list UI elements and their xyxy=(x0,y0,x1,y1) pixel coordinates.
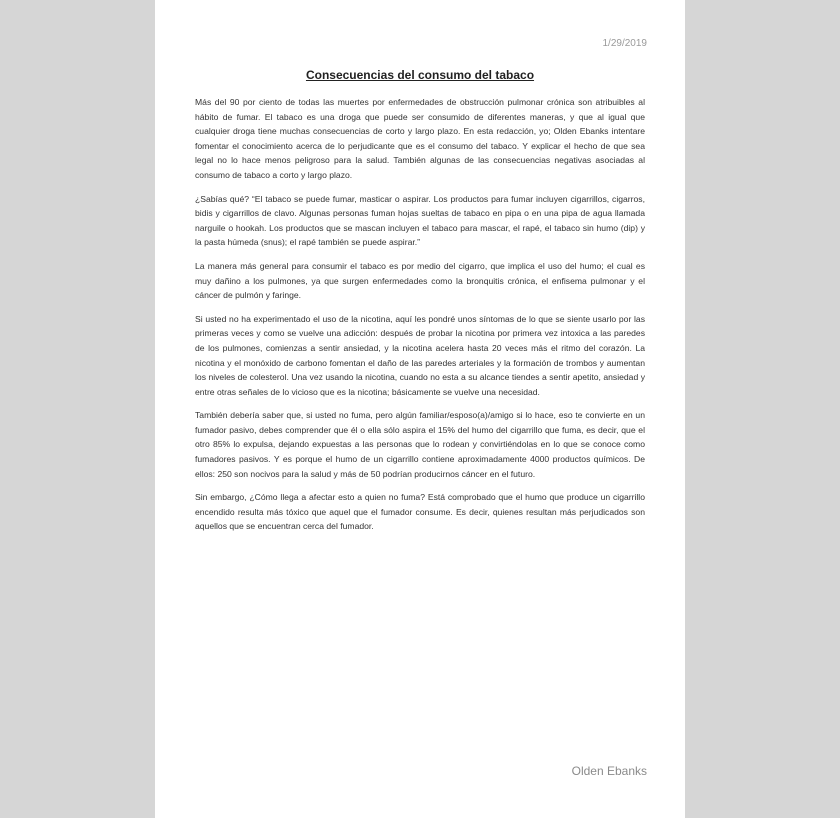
footer-author: Olden Ebanks xyxy=(571,764,647,778)
page-date: 1/29/2019 xyxy=(602,38,647,49)
document-page xyxy=(155,0,685,818)
paragraph-passive-smoker: También debería saber que, si usted no fuma, pero algún familiar/esposo(a)/amigo si lo hace, eso te convierte en un fumador pasivo, debes comprender que él o ella sólo aspira el 15% del humo del cigarrillo que fuma, es decir, que el otro 85% lo expulsa, dejando expuestas a las personas que lo rodean y convirtiéndolas en lo que se conoce como fumadores pasivos. Y es porque el humo de un cigarrillo contiene aproximadamente 4000 productos químicos. De ellos: 250 son nocivos para la salud y más de 50 podrían producirnos cáncer en el futuro. xyxy=(195,410,645,479)
paragraph-did-you-know: ¿Sabías qué? “El tabaco se puede fumar, masticar o aspirar. Los productos para fumar incluyen cigarrillos, cigarros, bidis y cigarrillos de clavo. Algunas personas fuman hojas sueltas de tabaco en pipa o en una pipa de agua llamada narguile o hookah. Los productos que se mascan incluyen el tabaco para mascar, el rapé, el tabaco sin humo (dip) y la pasta húmeda (snus); el rapé también se puede aspirar.” xyxy=(195,193,645,248)
paragraph-conclusion: Sin embargo, ¿Cómo llega a afectar esto a quien no fuma? Está comprobado que el humo que produce un cigarrillo encendido resulta más tóxico que aquel que el fumador consume. Es decir, quienes resultan más perjudicados son aquellos que se encuentran cerca del fumador. xyxy=(195,492,645,532)
paragraph-intro: Más del 90 por ciento de todas las muertes por enfermedades de obstrucción pulmonar crónica son atribuibles al hábito de fumar. El tabaco es una droga que puede ser consumido de diferentes maneras, y que al igual que cualquier droga tiene muchas consecuencias de corto y largo plazo. En esta redacción, yo; Olden Ebanks intentare fomentar el conocimiento acerca de lo perjudicante que es el consumo del tabaco. Y explicar el hecho de que sea legal no lo hace menos peligroso para la salud. También algunas de las consecuencias negativas asociadas al consumo de tabaco a corto y largo plazo. xyxy=(195,97,645,180)
document-body xyxy=(195,68,645,543)
document-title: Consecuencias del consumo del tabaco xyxy=(305,68,535,82)
paragraph-nicotine-symptoms: Si usted no ha experimentado el uso de la nicotina, aquí les pondré unos síntomas de lo que se siente usarlo por las primeras veces y como se vuelve una adicción: después de probar la nicotina por primera vez intoxica a las paredes de los pulmones, comienzas a sentir ansiedad, y la nicotina acelera hasta 20 veces más el ritmo del corazón. La nicotina y el monóxido de carbono fomentan el daño de las paredes arteriales y la formación de trombos y aumentan los niveles de colesterol. Una vez usando la nicotina, cuando no esta a su alcance tiendes a sentir apetito, ansiedad y entre otras señales de lo vicioso que es la nicotina; básicamente se vuelve una necesidad. xyxy=(195,313,645,397)
paragraph-consumption: La manera más general para consumir el tabaco es por medio del cigarro, que implica el uso del humo; el cual es muy dañino a los pulmones, ya que surgen enfermedades como la bronquitis crónica, el enfisema pulmonar y el cáncer de pulmón y faringe. xyxy=(195,260,645,301)
